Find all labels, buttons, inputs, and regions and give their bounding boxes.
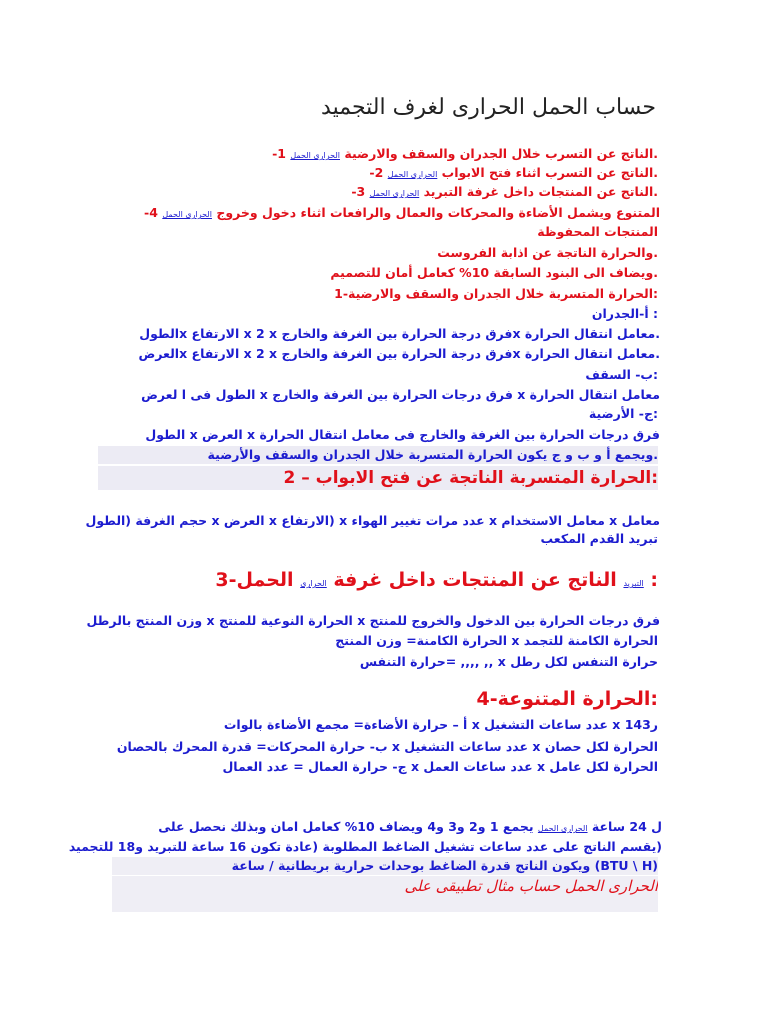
heading-end-text: الحمل-3 bbox=[215, 569, 294, 591]
walls-heading: : أ-الجدران bbox=[591, 306, 658, 321]
list-item-3 bbox=[98, 183, 658, 203]
walls-sum-line: .ويجمع أ و ب و ج يكون الحرارة المتسربة خلال الجدران والسقف والأرضية bbox=[98, 446, 658, 464]
list-item-1 bbox=[98, 145, 658, 165]
floor-heading: :ج- الأرضية bbox=[588, 406, 658, 421]
workers-formula: الحرارة لكل عامل x عدد ساعات العمل x ج- حرارة العمال = عدد العمال bbox=[222, 759, 658, 774]
list-item-number: 4- bbox=[144, 205, 158, 220]
list-item-4 bbox=[80, 204, 660, 224]
list-item-number: 2- bbox=[369, 165, 384, 180]
heading-tag-thermal: الحرارى bbox=[300, 579, 327, 588]
summary-text-b: يجمع 1 و2 و3 و4 ويضاف 10% كعامل امان وبذلك نحصل على bbox=[158, 819, 534, 834]
door-formula-line1: معامل x معامل الاستخدام x عدد مرات تغيير الهواء x (الارتفاع x العرض x حجم الغرفة (الطول bbox=[85, 513, 660, 528]
product-formula-line1: فرق درجات الحرارة بين الدخول والخروج للمنتج x الحرارة النوعية للمنتج x وزن المنتج بالرطل bbox=[86, 613, 660, 628]
list-item-number: 1- bbox=[272, 146, 286, 161]
summary-line3: (BTU \ H) ويكون الناتج قدرة الضاغط بوحدات حرارية بريطانية / ساعة bbox=[112, 857, 658, 875]
walls-formula-width: .معامل انتقال الحرارة xفرق درجة الحرارة بين الغرفة والخارج x 2 x الارتفاع xالعرض bbox=[138, 346, 660, 361]
list-item-2 bbox=[98, 164, 658, 184]
summary-tag: الحرارى الحمل bbox=[537, 824, 588, 833]
list-item-text: .الناتج عن التسرب اثناء فتح الابواب bbox=[441, 165, 658, 180]
section-1-heading: :الحرارة المتسربة خلال الجدران والسقف والارضية-1 bbox=[334, 286, 658, 301]
list-item-tag: الحرارى الحمل bbox=[162, 210, 212, 219]
list-item-tag: الحرارى الحمل bbox=[290, 151, 340, 160]
heading-main-text: الناتج عن المنتجات داخل غرفة bbox=[333, 569, 617, 591]
ceiling-heading: :ب- السقف bbox=[585, 367, 658, 382]
list-item-number: 3- bbox=[351, 184, 366, 199]
ceiling-formula: معامل انتقال الحرارة x فرق درجات الحرارة بين الغرفة والخارج x الطول فى ا لعرض bbox=[141, 387, 660, 402]
summary-text-a: ل 24 ساعة bbox=[591, 819, 662, 834]
summary-line2: (يقسم الناتج على عدد ساعات تشغيل الضاغط المطلوبة (عادة تكون 16 ساعة للتبريد و18 للتجميد bbox=[68, 839, 662, 854]
list-item-text: .الناتج عن المنتجات داخل غرفة التبريد bbox=[423, 184, 658, 199]
list-item-tag: الحرارى الحمل bbox=[387, 170, 438, 179]
section-2-heading: :الحرارة المتسربة الناتجة عن فتح الابواب – 2 bbox=[98, 466, 658, 490]
example-line: الحرارى الحمل حساب مثال تطبيقى على bbox=[112, 876, 658, 912]
safety-factor-line: .ويضاف الى البنود السابقة 10% كعامل أمان للتصميم bbox=[330, 265, 658, 280]
section-3-heading bbox=[98, 567, 658, 597]
list-item-text: .الناتج عن التسرب خلال الجدران والسقف والارضية bbox=[344, 146, 658, 161]
list-item-tag: الحرارى الحمل bbox=[369, 189, 420, 198]
page-title: حساب الحمل الحرارى لغرف التجميد bbox=[321, 95, 656, 120]
door-formula-line2: تبريد القدم المكعب bbox=[540, 531, 658, 546]
heading-tag-cooling: التبريد bbox=[623, 579, 644, 588]
list-item-4-continuation: المنتجات المحفوظة bbox=[537, 224, 658, 239]
floor-formula: فرق درجات الحرارة بين الغرفة والخارج فى معامل انتقال الحرارة x العرض x الطول bbox=[145, 427, 660, 442]
list-item-defrost: .والحرارة الناتجة عن اذابة الفروست bbox=[437, 245, 658, 260]
product-formula-line2: الحرارة الكامنة للتجمد x الحرارة الكامنة= وزن المنتج bbox=[335, 633, 658, 648]
section-4-heading: :الحرارة المتنوعة-4 bbox=[476, 688, 658, 710]
summary-line1 bbox=[62, 818, 662, 838]
motors-formula: الحرارة لكل حصان x عدد ساعات التشغيل x ب- حرارة المحركات= قدرة المحرك بالحصان bbox=[116, 739, 658, 754]
product-formula-line3: حرارة التنفس لكل رطل x ,, ,,,, =حرارة التنفس bbox=[359, 654, 658, 669]
lighting-formula: ر143 x عدد ساعات التشغيل x أ – حرارة الأضاءة= مجمع الأضاءة بالوات bbox=[223, 717, 658, 732]
heading-colon: : bbox=[650, 569, 658, 591]
list-item-text: المتنوع ويشمل الأضاءة والمحركات والعمال والرافعات اثناء دخول وخروج bbox=[216, 205, 660, 220]
walls-formula-length: .معامل انتقال الحرارة xفرق درجة الحرارة بين الغرفة والخارج x 2 x الارتفاع xالطول bbox=[139, 326, 660, 341]
